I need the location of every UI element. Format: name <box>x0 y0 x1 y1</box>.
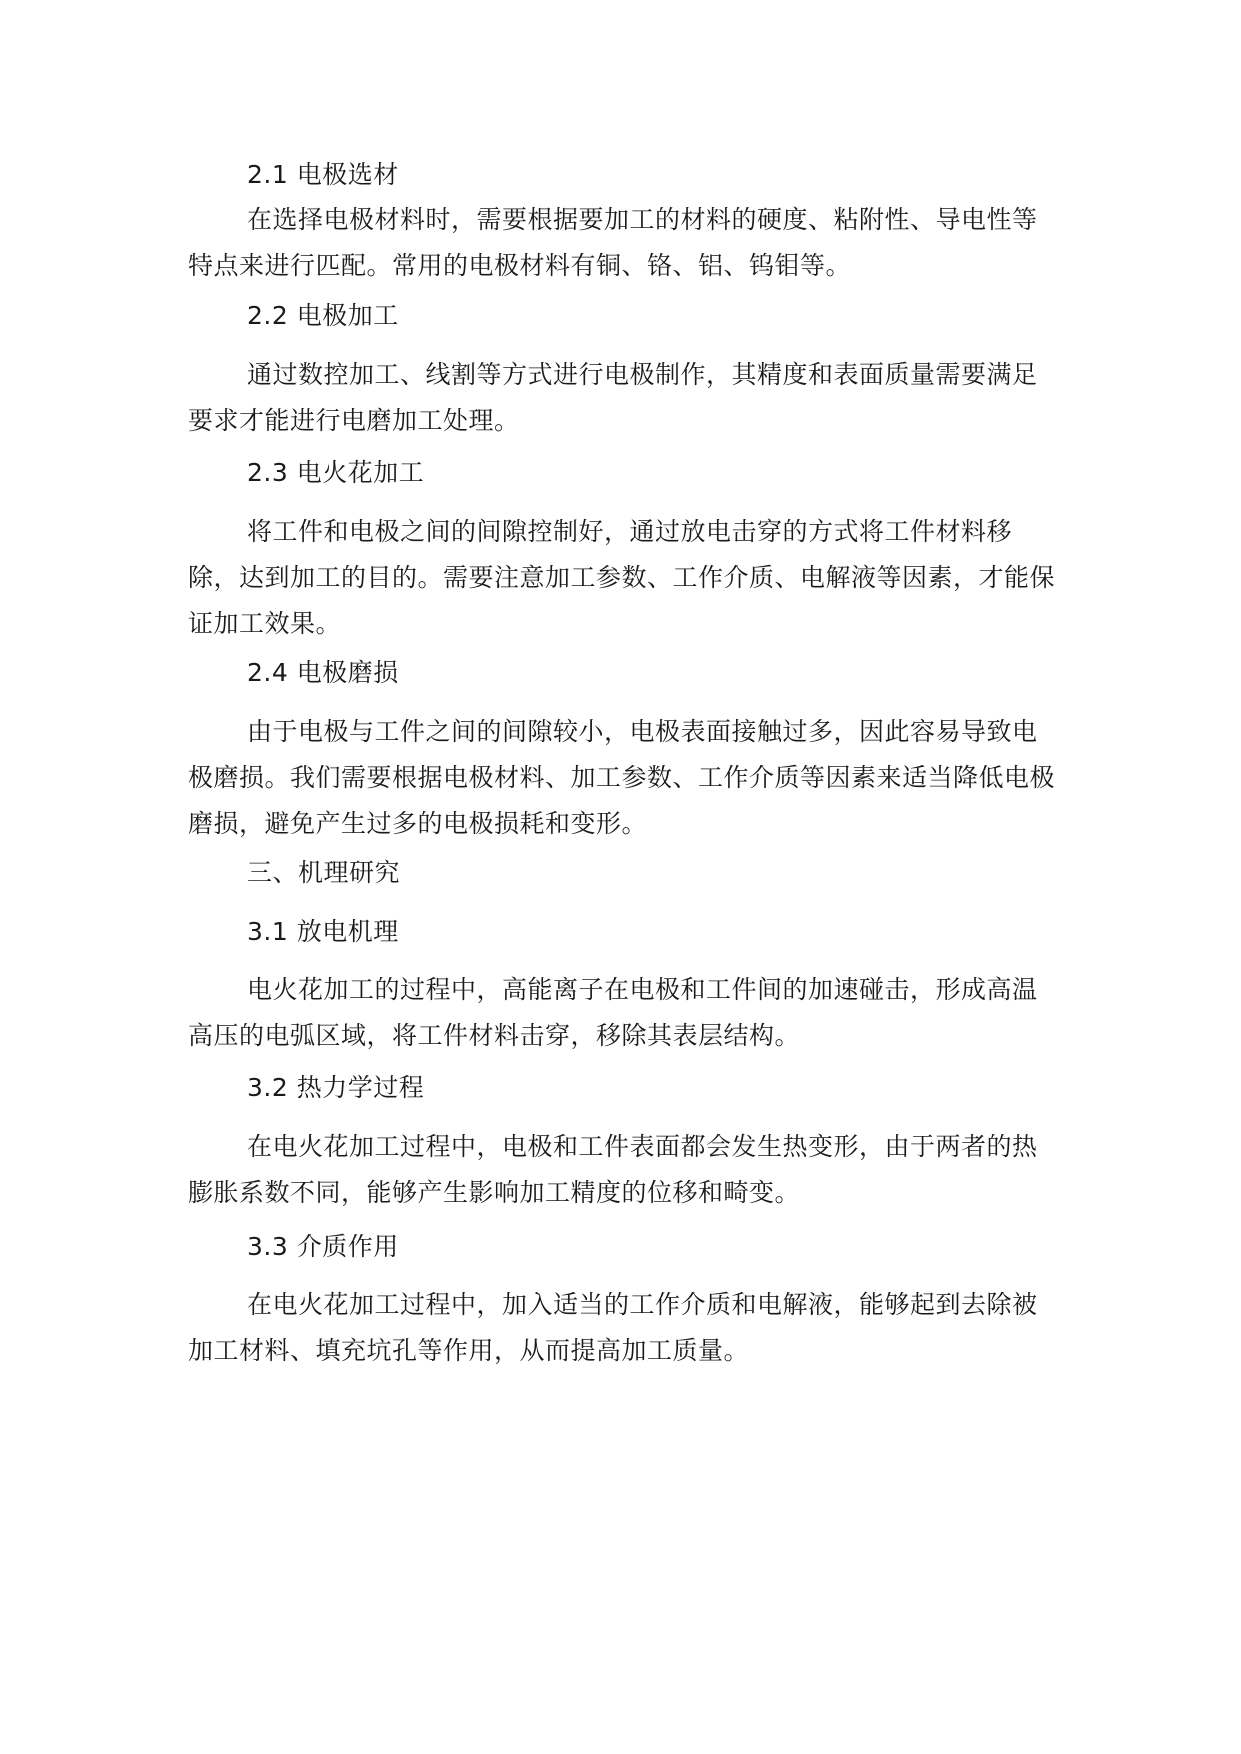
chapter-heading-3: 三、机理研究 <box>247 858 401 887</box>
paragraph-thermodynamic-process: 在电火花加工过程中，电极和工件表面都会发生热变形，由于两者的热膨胀系数不同，能够产生影响加工精度的位移和畸变。 <box>188 1132 1038 1207</box>
section-heading-3-2: 3.2 热力学过程 <box>247 1073 425 1102</box>
paragraph-medium-effect: 在电火花加工过程中，加入适当的工作介质和电解液，能够起到去除被加工材料、填充坑孔等作用，从而提高加工质量。 <box>188 1290 1038 1365</box>
section-heading-3-1: 3.1 放电机理 <box>247 917 399 946</box>
paragraph-discharge-mechanism: 电火花加工的过程中，高能离子在电极和工件间的加速碰击，形成高温高压的电弧区域，将工件材料击穿，移除其表层结构。 <box>188 975 1038 1050</box>
section-heading-2-1: 2.1 电极选材 <box>247 160 399 189</box>
section-heading-2-3: 2.3 电火花加工 <box>247 458 425 487</box>
paragraph-electrode-material: 在选择电极材料时，需要根据要加工的材料的硬度、粘附性、导电性等特点来进行匹配。常用的电极材料有铜、铬、铝、钨钼等。 <box>188 205 1038 280</box>
section-heading-2-2: 2.2 电极加工 <box>247 301 399 330</box>
section-heading-2-4: 2.4 电极磨损 <box>247 658 399 687</box>
paragraph-edm-machining: 将工件和电极之间的间隙控制好，通过放电击穿的方式将工件材料移除，达到加工的目的。需要注意加工参数、工作介质、电解液等因素，才能保证加工效果。 <box>188 517 1056 638</box>
paragraph-electrode-wear: 由于电极与工件之间的间隙较小，电极表面接触过多，因此容易导致电极磨损。我们需要根据电极材料、加工参数、工作介质等因素来适当降低电极磨损，避免产生过多的电极损耗和变形。 <box>188 717 1056 838</box>
section-heading-3-3: 3.3 介质作用 <box>247 1232 399 1261</box>
paragraph-electrode-machining: 通过数控加工、线割等方式进行电极制作，其精度和表面质量需要满足要求才能进行电磨加工处理。 <box>188 360 1038 435</box>
